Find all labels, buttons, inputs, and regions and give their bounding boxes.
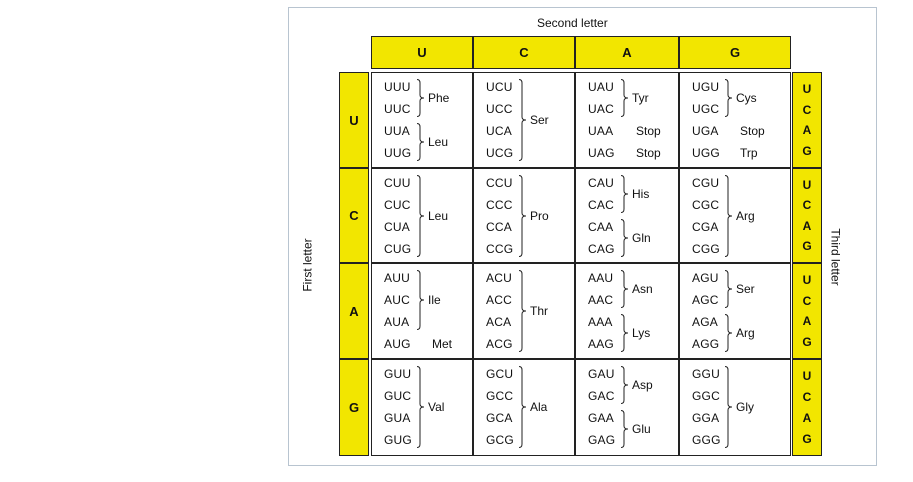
codon-block-ac bbox=[473, 263, 575, 359]
third-letter-a: A bbox=[802, 314, 812, 329]
first-letter-u: U bbox=[339, 72, 369, 168]
codon-aaa: AAA bbox=[588, 315, 613, 329]
codon-aca: ACA bbox=[486, 315, 512, 329]
codon-caa: CAA bbox=[588, 220, 614, 234]
codon-gca: GCA bbox=[486, 411, 513, 425]
codon-uug: UUG bbox=[384, 146, 412, 160]
second-letter-header-c: C bbox=[473, 36, 575, 69]
codon-cgc: CGC bbox=[692, 198, 720, 212]
brace-his bbox=[620, 175, 630, 213]
first-letter-label: First letter bbox=[300, 238, 315, 292]
codon-block-ag bbox=[679, 263, 791, 359]
third-letter-g: G bbox=[802, 334, 812, 349]
codon-block-ca bbox=[575, 168, 679, 263]
codon-gug: GUG bbox=[384, 433, 412, 447]
brace-thr bbox=[518, 270, 528, 352]
brace-gln bbox=[620, 219, 630, 257]
codon-gcu: GCU bbox=[486, 367, 514, 381]
third-letter-c: C bbox=[802, 390, 812, 405]
codon-cca: CCA bbox=[486, 220, 512, 234]
third-letter-g: G bbox=[802, 238, 812, 253]
brace-asp bbox=[620, 366, 630, 404]
codon-block-cg bbox=[679, 168, 791, 263]
amino-acid-thr: Thr bbox=[530, 304, 548, 318]
amino-acid-pro: Pro bbox=[530, 209, 549, 223]
third-letter-c: C bbox=[802, 102, 812, 117]
third-letter-group-u bbox=[792, 72, 822, 168]
third-letter-u: U bbox=[802, 273, 812, 288]
first-letter-g: G bbox=[339, 359, 369, 456]
codon-cau: CAU bbox=[588, 176, 614, 190]
codon-cag: CAG bbox=[588, 242, 615, 256]
codon-aag: AAG bbox=[588, 337, 614, 351]
brace-leu bbox=[416, 123, 426, 161]
codon-ugu: UGU bbox=[692, 80, 720, 94]
third-letter-a: A bbox=[802, 410, 812, 425]
brace-ser bbox=[724, 270, 734, 308]
amino-acid-stop: Stop bbox=[636, 124, 661, 138]
codon-gau: GAU bbox=[588, 367, 615, 381]
codon-ugg: UGG bbox=[692, 146, 720, 160]
codon-aau: AAU bbox=[588, 271, 614, 285]
third-letter-u: U bbox=[802, 82, 812, 97]
codon-block-ga bbox=[575, 359, 679, 456]
codon-gag: GAG bbox=[588, 433, 616, 447]
amino-acid-arg: Arg bbox=[736, 209, 755, 223]
codon-uuc: UUC bbox=[384, 102, 411, 116]
codon-block-aa bbox=[575, 263, 679, 359]
codon-cuu: CUU bbox=[384, 176, 411, 190]
codon-uua: UUA bbox=[384, 124, 410, 138]
codon-ucu: UCU bbox=[486, 80, 513, 94]
amino-acid-cys: Cys bbox=[736, 91, 757, 105]
brace-tyr bbox=[620, 79, 630, 117]
third-letter-group-a bbox=[792, 263, 822, 359]
amino-acid-glu: Glu bbox=[632, 422, 651, 436]
codon-block-gc bbox=[473, 359, 575, 456]
brace-arg bbox=[724, 175, 734, 257]
codon-gcg: GCG bbox=[486, 433, 514, 447]
second-letter-header-a: A bbox=[575, 36, 679, 69]
codon-aga: AGA bbox=[692, 315, 718, 329]
third-letter-c: C bbox=[802, 293, 812, 308]
amino-acid-ser: Ser bbox=[736, 282, 755, 296]
amino-acid-leu: Leu bbox=[428, 135, 449, 149]
codon-cga: CGA bbox=[692, 220, 719, 234]
codon-block-uu bbox=[371, 72, 473, 168]
codon-cuc: CUC bbox=[384, 198, 411, 212]
codon-gac: GAC bbox=[588, 389, 615, 403]
codon-uag: UAG bbox=[588, 146, 615, 160]
amino-acid-arg: Arg bbox=[736, 326, 755, 340]
second-letter-header-u: U bbox=[371, 36, 473, 69]
amino-acid-ile: Ile bbox=[428, 293, 441, 307]
amino-acid-tyr: Tyr bbox=[632, 91, 649, 105]
brace-cys bbox=[724, 79, 734, 117]
amino-acid-leu: Leu bbox=[428, 209, 449, 223]
codon-aua: AUA bbox=[384, 315, 410, 329]
codon-block-gu bbox=[371, 359, 473, 456]
codon-aug: AUG bbox=[384, 337, 411, 351]
codon-uaa: UAA bbox=[588, 124, 614, 138]
brace-leu bbox=[416, 175, 426, 257]
brace-phe bbox=[416, 79, 426, 117]
codon-block-uc bbox=[473, 72, 575, 168]
second-letter-label: Second letter bbox=[537, 16, 608, 30]
third-letter-a: A bbox=[802, 218, 812, 233]
codon-ucg: UCG bbox=[486, 146, 514, 160]
third-letter-u: U bbox=[802, 369, 812, 384]
codon-gcc: GCC bbox=[486, 389, 514, 403]
codon-ccc: CCC bbox=[486, 198, 513, 212]
codon-ccu: CCU bbox=[486, 176, 513, 190]
third-letter-a: A bbox=[802, 123, 812, 138]
codon-block-ua bbox=[575, 72, 679, 168]
codon-acc: ACC bbox=[486, 293, 512, 307]
brace-ile bbox=[416, 270, 426, 330]
third-letter-g: G bbox=[802, 431, 812, 446]
codon-uac: UAC bbox=[588, 102, 614, 116]
codon-cac: CAC bbox=[588, 198, 614, 212]
codon-ggu: GGU bbox=[692, 367, 720, 381]
codon-agg: AGG bbox=[692, 337, 720, 351]
brace-asn bbox=[620, 270, 630, 308]
codon-agc: AGC bbox=[692, 293, 719, 307]
amino-acid-gln: Gln bbox=[632, 231, 651, 245]
brace-lys bbox=[620, 314, 630, 352]
codon-acg: ACG bbox=[486, 337, 513, 351]
codon-ucc: UCC bbox=[486, 102, 513, 116]
codon-auc: AUC bbox=[384, 293, 410, 307]
codon-block-cc bbox=[473, 168, 575, 263]
codon-agu: AGU bbox=[692, 271, 719, 285]
codon-block-cu bbox=[371, 168, 473, 263]
genetic-code-table bbox=[288, 7, 877, 466]
codon-gaa: GAA bbox=[588, 411, 614, 425]
codon-gua: GUA bbox=[384, 411, 411, 425]
brace-arg bbox=[724, 314, 734, 352]
amino-acid-asp: Asp bbox=[632, 378, 653, 392]
third-letter-group-c bbox=[792, 168, 822, 263]
codon-block-au bbox=[371, 263, 473, 359]
third-letter-g: G bbox=[802, 143, 812, 158]
brace-ala bbox=[518, 366, 528, 448]
codon-uca: UCA bbox=[486, 124, 512, 138]
codon-ccg: CCG bbox=[486, 242, 514, 256]
amino-acid-met: Met bbox=[432, 337, 453, 351]
codon-cua: CUA bbox=[384, 220, 410, 234]
codon-ugc: UGC bbox=[692, 102, 720, 116]
codon-cgu: CGU bbox=[692, 176, 720, 190]
amino-acid-his: His bbox=[632, 187, 650, 201]
third-letter-c: C bbox=[802, 198, 812, 213]
codon-uuu: UUU bbox=[384, 80, 411, 94]
codon-guu: GUU bbox=[384, 367, 412, 381]
brace-ser bbox=[518, 79, 528, 161]
codon-acu: ACU bbox=[486, 271, 512, 285]
codon-block-ug bbox=[679, 72, 791, 168]
codon-uau: UAU bbox=[588, 80, 614, 94]
amino-acid-stop: Stop bbox=[636, 146, 661, 160]
codon-auu: AUU bbox=[384, 271, 410, 285]
first-letter-a: A bbox=[339, 263, 369, 359]
third-letter-group-g bbox=[792, 359, 822, 456]
codon-uga: UGA bbox=[692, 124, 719, 138]
amino-acid-ser: Ser bbox=[530, 113, 549, 127]
brace-glu bbox=[620, 410, 630, 448]
amino-acid-val: Val bbox=[428, 400, 445, 414]
amino-acid-phe: Phe bbox=[428, 91, 450, 105]
amino-acid-ala: Ala bbox=[530, 400, 548, 414]
codon-gga: GGA bbox=[692, 411, 720, 425]
third-letter-u: U bbox=[802, 178, 812, 193]
third-letter-label: Third letter bbox=[828, 228, 843, 286]
codon-cug: CUG bbox=[384, 242, 412, 256]
amino-acid-asn: Asn bbox=[632, 282, 653, 296]
amino-acid-stop: Stop bbox=[740, 124, 765, 138]
first-letter-c: C bbox=[339, 168, 369, 263]
codon-ggg: GGG bbox=[692, 433, 721, 447]
codon-block-gg bbox=[679, 359, 791, 456]
codon-guc: GUC bbox=[384, 389, 412, 403]
brace-gly bbox=[724, 366, 734, 448]
amino-acid-lys: Lys bbox=[632, 326, 651, 340]
codon-ggc: GGC bbox=[692, 389, 720, 403]
amino-acid-gly: Gly bbox=[736, 400, 754, 414]
codon-cgg: CGG bbox=[692, 242, 720, 256]
codon-aac: AAC bbox=[588, 293, 614, 307]
brace-pro bbox=[518, 175, 528, 257]
amino-acid-trp: Trp bbox=[740, 146, 758, 160]
brace-val bbox=[416, 366, 426, 448]
second-letter-header-g: G bbox=[679, 36, 791, 69]
